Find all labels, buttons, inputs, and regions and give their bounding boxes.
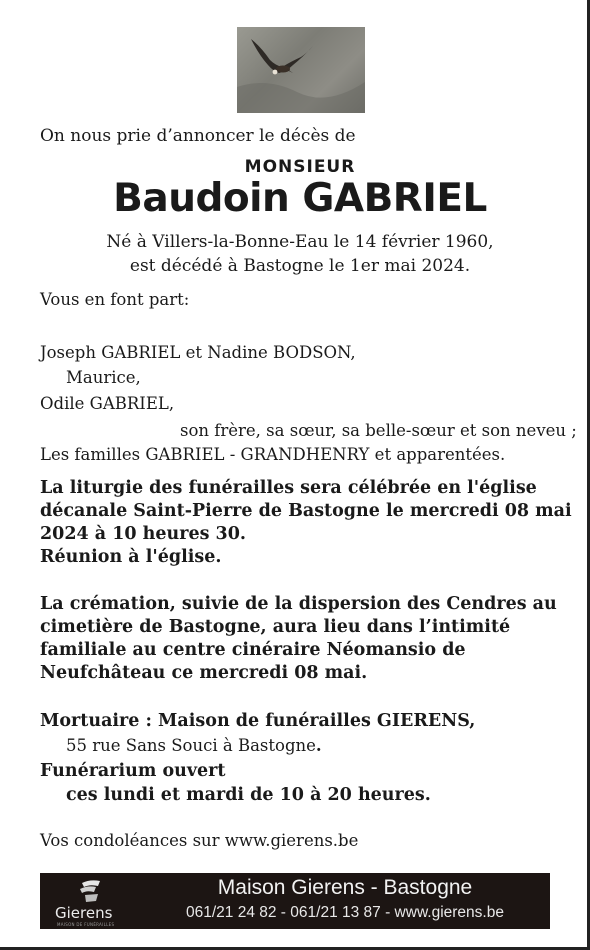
- funerarium-title: Funérarium ouvert: [40, 761, 226, 781]
- family-line: Odile GABRIEL,: [40, 394, 175, 413]
- deceased-name: Baudoin GABRIEL: [113, 176, 487, 221]
- cremation-line: La crémation, suivie de la dispersion des Cendres au: [40, 594, 557, 614]
- footer-title: Maison Gierens - Bastogne: [217, 876, 473, 899]
- cremation-line: cimetière de Bastogne, aura lieu dans l’intimité: [40, 617, 511, 637]
- condolences-text: Vos condoléances sur www.gierens.be: [40, 831, 359, 850]
- family-line: Joseph GABRIEL et Nadine BODSON,: [40, 343, 356, 362]
- funerarium-hours: ces lundi et mardi de 10 à 20 heures.: [66, 785, 431, 805]
- logo-text: Gierens: [55, 904, 113, 922]
- liturgy-line: décanale Saint-Pierre de Bastogne le mercredi 08 mai: [40, 501, 572, 521]
- bird-in-flight-photo: [237, 27, 365, 113]
- intro-text: On nous prie d’annoncer le décès de: [40, 126, 356, 146]
- announce-text: Vous en font part:: [40, 290, 190, 309]
- logo-subtext: MAISON DE FUNÉRAILLES: [57, 922, 115, 927]
- family-line: Maurice,: [66, 368, 141, 387]
- footer-banner: [40, 873, 550, 929]
- birth-line: Né à Villers-la-Bonne-Eau le 14 février 1960,: [106, 232, 494, 252]
- cremation-line: Neufchâteau ce mercredi 08 mai.: [40, 663, 368, 683]
- logo-mark-icon: [52, 877, 132, 907]
- mortuary-title: Mortuaire : Maison de funérailles GIERENS,: [40, 711, 476, 731]
- cremation-line: familiale au centre cinéraire Néomansio de: [40, 640, 466, 660]
- family-relation-line: son frère, sa sœur, sa belle-sœur et son neveu ;: [180, 421, 577, 440]
- family-line: Les familles GABRIEL - GRANDHENRY et apparentées.: [40, 445, 506, 464]
- liturgy-line: Réunion à l'église.: [40, 547, 222, 567]
- death-line: est décédé à Bastogne le 1er mai 2024.: [129, 256, 471, 276]
- footer-contact: 061/21 24 82 - 061/21 13 87 - www.gierens.be: [186, 904, 504, 921]
- mortuary-address-end: .: [315, 736, 322, 755]
- liturgy-line: 2024 à 10 heures 30.: [40, 524, 247, 544]
- mortuary-address-text: 55 rue Sans Souci à Bastogne: [66, 736, 316, 755]
- liturgy-line: La liturgie des funérailles sera célébrée en l'église: [40, 478, 537, 498]
- civility-title: MONSIEUR: [244, 157, 356, 177]
- mortuary-address: [66, 736, 322, 755]
